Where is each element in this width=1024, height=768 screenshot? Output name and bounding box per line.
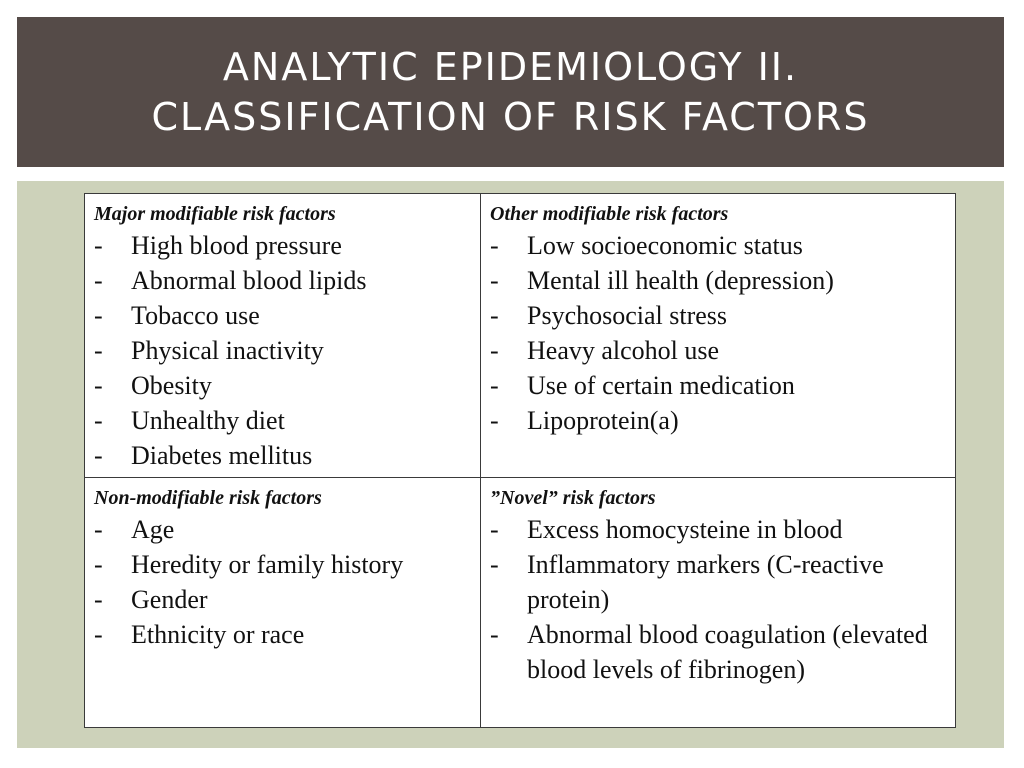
list-item-text: Physical inactivity — [131, 336, 324, 365]
dash-bullet: - — [490, 406, 499, 435]
factor-list — [490, 228, 945, 438]
list-item-text: Use of certain medication — [527, 371, 795, 400]
dash-bullet: - — [94, 371, 103, 400]
cell-novel — [481, 478, 955, 727]
factor-list — [490, 512, 945, 687]
list-item-text: Abnormal blood lipids — [131, 266, 367, 295]
list-item — [490, 368, 945, 403]
list-item — [490, 403, 945, 438]
cell-other-modifiable — [481, 194, 955, 478]
cell-heading: ”Novel” risk factors — [490, 487, 656, 509]
dash-bullet: - — [490, 620, 499, 649]
factor-list — [94, 228, 470, 473]
list-item-text: Excess homocysteine in blood — [527, 515, 843, 544]
dash-bullet: - — [490, 550, 499, 579]
slide-title-line-1: ANALYTIC EPIDEMIOLOGY II. — [222, 45, 799, 89]
list-item — [94, 438, 470, 473]
list-item-text: Psychosocial stress — [527, 301, 728, 330]
dash-bullet: - — [94, 336, 103, 365]
list-item-text: Heredity or family history — [131, 550, 404, 579]
list-item — [94, 582, 470, 617]
dash-bullet: - — [94, 515, 103, 544]
list-item — [490, 228, 945, 263]
slide-title-line-2: CLASSIFICATION OF RISK FACTORS — [151, 95, 870, 139]
dash-bullet: - — [94, 266, 103, 295]
list-item-text: Mental ill health (depression) — [527, 266, 834, 295]
dash-bullet: - — [94, 620, 103, 649]
cell-heading: Other modifiable risk factors — [490, 203, 729, 225]
list-item — [94, 228, 470, 263]
slide-title-band — [17, 17, 1004, 167]
dash-bullet: - — [490, 515, 499, 544]
cell-non-modifiable — [85, 478, 481, 727]
list-item — [490, 512, 945, 547]
list-item — [94, 403, 470, 438]
dash-bullet: - — [94, 406, 103, 435]
dash-bullet: - — [94, 231, 103, 260]
dash-bullet: - — [94, 550, 103, 579]
list-item-text: Tobacco use — [131, 301, 260, 330]
cell-major-modifiable — [85, 194, 481, 478]
dash-bullet: - — [94, 585, 103, 614]
cell-heading: Non-modifiable risk factors — [94, 487, 322, 509]
list-item — [490, 333, 945, 368]
list-item-text: Lipoprotein(a) — [527, 406, 679, 435]
dash-bullet: - — [490, 266, 499, 295]
dash-bullet: - — [94, 301, 103, 330]
risk-factor-table — [84, 193, 956, 728]
list-item — [94, 617, 470, 652]
list-item — [94, 298, 470, 333]
cell-heading: Major modifiable risk factors — [94, 203, 336, 225]
list-item — [490, 547, 945, 617]
list-item-text: Obesity — [131, 371, 212, 400]
list-item-text: Inflammatory markers (C-reactive protein) — [527, 550, 884, 614]
dash-bullet: - — [94, 441, 103, 470]
list-item-text: Diabetes mellitus — [131, 441, 313, 470]
list-item-text: Gender — [131, 585, 208, 614]
list-item — [490, 617, 945, 687]
list-item — [490, 263, 945, 298]
list-item-text: Unhealthy diet — [131, 406, 285, 435]
factor-list — [94, 512, 470, 652]
list-item — [94, 333, 470, 368]
list-item — [94, 547, 470, 582]
list-item-text: Heavy alcohol use — [527, 336, 720, 365]
list-item — [490, 298, 945, 333]
list-item-text: Ethnicity or race — [131, 620, 305, 649]
list-item-text: Abnormal blood coagulation (elevated blood levels of fibrinogen) — [527, 620, 928, 684]
list-item — [94, 263, 470, 298]
list-item — [94, 368, 470, 403]
dash-bullet: - — [490, 371, 499, 400]
list-item — [94, 512, 470, 547]
dash-bullet: - — [490, 336, 499, 365]
list-item-text: Age — [131, 515, 175, 544]
dash-bullet: - — [490, 231, 499, 260]
list-item-text: Low socioeconomic status — [527, 231, 803, 260]
dash-bullet: - — [490, 301, 499, 330]
list-item-text: High blood pressure — [131, 231, 342, 260]
